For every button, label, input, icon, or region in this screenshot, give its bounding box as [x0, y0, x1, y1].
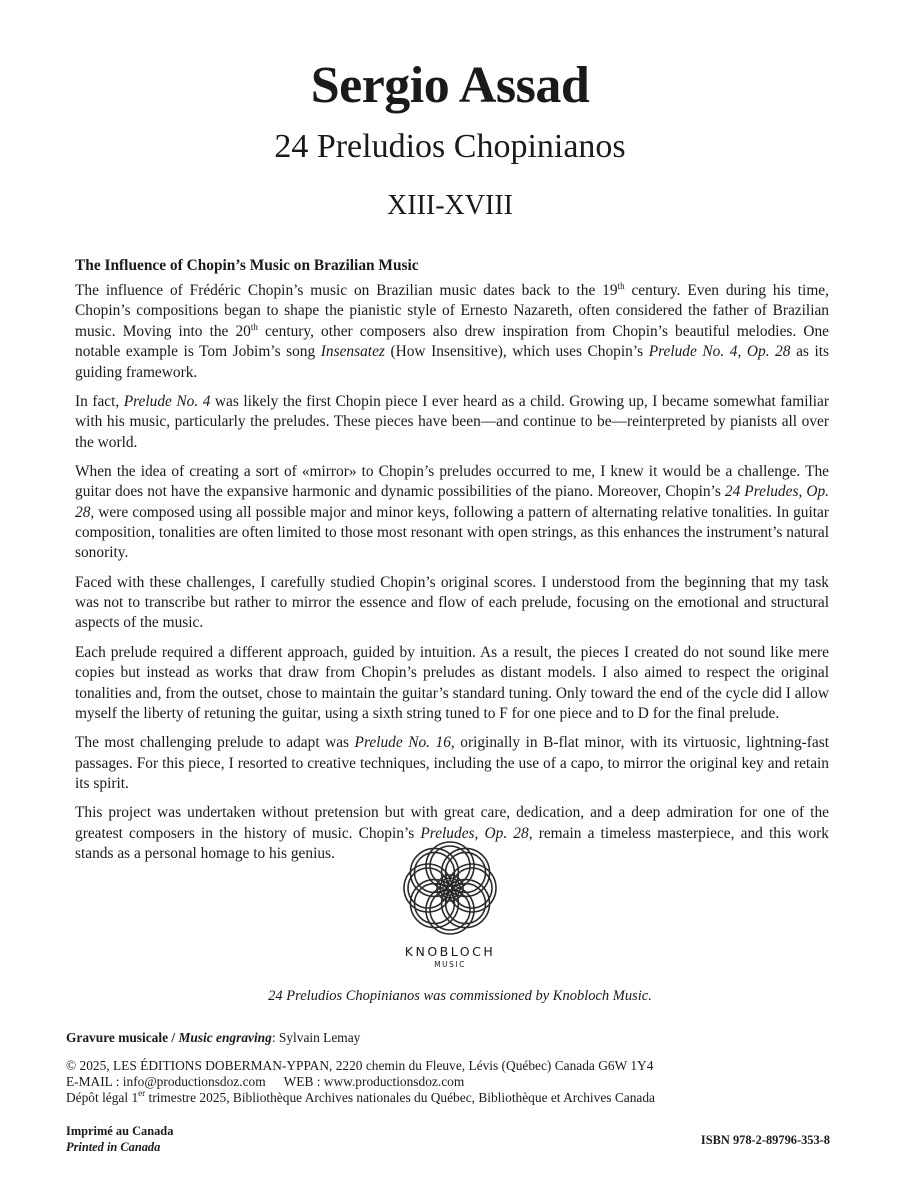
paragraph-7: This project was undertaken without pretension but with great care, dedication, and a deep admiration for one of the greatest composers in the history of music. Chopin’s Preludes, Op. 28, remain a timeless masterpiece, and this work stands as a personal homage to his genius.	[75, 804, 829, 862]
logo-name: KNOBLOCH	[404, 944, 496, 959]
composer-name: Sergio Assad	[310, 57, 590, 114]
paragraph-3: When the idea of creating a sort of «mirror» to Chopin’s preludes occurred to me, I knew it would be a challenge. The guitar does not have the expansive harmonic and dynamic possibilities of the piano. Moreover, Chopin’s 24 Preludes, Op. 28, were composed using all possible major and minor keys, following a pattern of alternating relative tonalities. In guitar composition, tonalities are often limited to those most resonant with open strings, as this enhances the instrument’s natural sonority.	[75, 462, 829, 562]
article-heading: The Influence of Chopin’s Music on Brazilian Music	[75, 257, 419, 274]
knobloch-logo	[390, 836, 510, 976]
website: WEB : www.productionsdoz.com	[283, 1074, 465, 1089]
paragraph-4: Faced with these challenges, I carefully studied Chopin’s original scores. I understood from the beginning that my task was not to transcribe but rather to mirror the essence and flow of each prelude, focusing on the emotional and structural aspects of the music.	[75, 573, 829, 632]
logo-subtitle: MUSIC	[434, 960, 466, 969]
paragraph-2: In fact, Prelude No. 4 was likely the first Chopin piece I ever heard as a child. Growing up, I became somewhat familiar with his music, particularly the preludes. These pieces have been—and continue to be—reinterpreted by pianists all over the world.	[75, 392, 829, 451]
commission-note: 24 Preludios Chopinianos was commissioned by Knobloch Music.	[268, 988, 652, 1004]
isbn: ISBN 978-2-89796-353-8	[700, 1133, 830, 1147]
paragraph-1: The influence of Frédéric Chopin’s music on Brazilian music dates back to the 19th century. Even during his time, Chopin’s compositions began to shape the pianistic style of Ernesto Nazareth, often considered the father of Brazilian music. Moving into the 20th century, other composers also drew inspiration from Chopin’s beautiful melodies. One notable example is Tom Jobim’s song Insensatez (How Insensitive), which uses Chopin’s Prelude No. 4, Op. 28 as its guiding framework.	[75, 281, 829, 381]
article	[75, 257, 829, 873]
paragraph-6: The most challenging prelude to adapt was Prelude No. 16, originally in B-flat minor, with its virtuosic, lightning-fast passages. For this piece, I resorted to creative techniques, including the use of a capo, to mirror the original key and retain its spirit.	[75, 734, 830, 792]
email: E-MAIL : info@productionsdoz.com	[66, 1074, 266, 1089]
prelude-range: XIII-XVIII	[387, 190, 513, 221]
contact-line	[66, 1074, 846, 1090]
printed-in	[66, 1124, 173, 1155]
copyright-line: © 2025, LES ÉDITIONS DOBERMAN-YPPAN, 2220 chemin du Fleuve, Lévis (Québec) Canada G6W 1Y4	[66, 1058, 654, 1073]
printed-fr: Imprimé au Canada	[66, 1124, 174, 1138]
printed-en: Printed in Canada	[66, 1139, 161, 1154]
credits	[66, 1030, 846, 1106]
legal-deposit: Dépôt légal 1er trimestre 2025, Bibliothèque Archives nationales du Québec, Bibliothèque et Archives Canada	[66, 1088, 655, 1105]
celtic-knot-icon	[398, 836, 502, 940]
engraving-credit: Gravure musicale / Music engraving: Sylvain Lemay	[66, 1030, 361, 1045]
work-title: 24 Preludios Chopinianos	[274, 128, 626, 165]
paragraph-5: Each prelude required a different approach, guided by intuition. As a result, the pieces I created do not sound like mere copies but instead as works that draw from Chopin’s preludes as distant models. I also aimed to respect the original tonalities and, from the outset, chose to maintain the guitar’s standard tuning. Only toward the end of the cycle did I allow myself the liberty of retuning the guitar, using a sixth string tuned to F for one piece and to D for the final prelude.	[75, 643, 829, 722]
